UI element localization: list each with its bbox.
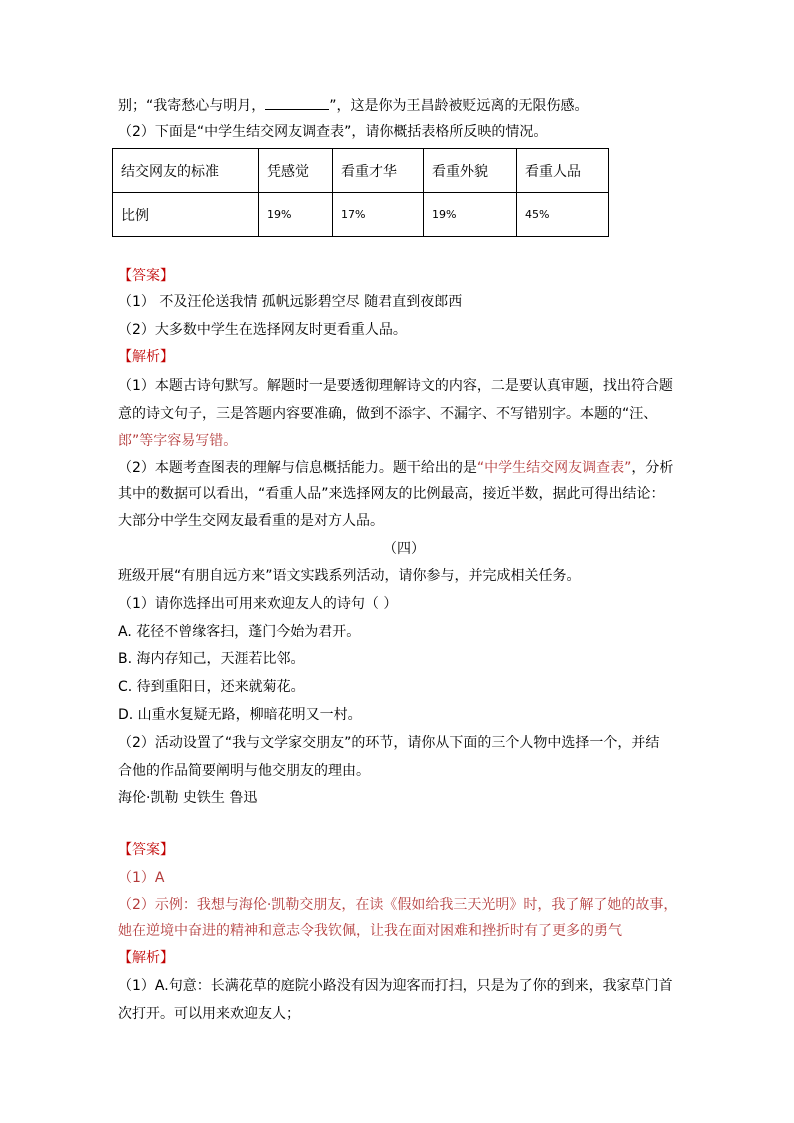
answer-line: 她在逆境中奋进的精神和意志令我钦佩，让我在面对困难和挫折时有了更多的勇气 — [118, 923, 622, 939]
answer-label: 【答案】 — [118, 842, 174, 858]
analysis-line: 其中的数据可以看出，“看重人品”来选择网友的比例最高，接近半数，据此可得出结论： — [118, 486, 665, 502]
analysis-line — [118, 458, 673, 478]
line1-text-before: 别；“我寄愁心与明月， — [118, 98, 266, 114]
question-line-1 — [118, 95, 589, 116]
analysis-line: 次打开。可以用来欢迎友人； — [118, 1006, 300, 1022]
analysis-text: ，分析 — [631, 460, 674, 476]
section-intro: 班级开展“有朋自远方来”语文实践系列活动，请你参与，并完成相关任务。 — [118, 568, 581, 584]
answer-line: （2）示例：我想与海伦·凯勒交朋友，在读《假如给我三天光明》时，我了解了她的故事， — [118, 897, 678, 913]
option-b: B. 海内存知己，天涯若比邻。 — [118, 651, 305, 667]
survey-table — [112, 148, 609, 237]
table-cell: 结交网友的标准 — [113, 149, 259, 193]
question-line: （2）活动设置了“我与文学家交朋友”的环节，请你从下面的三个人物中选择一个，并结 — [118, 735, 660, 751]
answer-line: （2）大多数中学生在选择网友时更看重人品。 — [118, 322, 407, 338]
analysis-line: （1）A.句意：长满花草的庭院小路没有因为迎客而打扫，只是为了你的到来，我家草门首 — [118, 978, 673, 994]
table-row — [113, 193, 609, 237]
answer-line: （1） 不及汪伦送我情 孤帆远影碧空尽 随君直到夜郎西 — [118, 294, 463, 310]
option-a: A. 花径不曾缘客扫，蓬门今始为君开。 — [118, 624, 361, 640]
question-line: 合他的作品简要阐明与他交朋友的理由。 — [118, 763, 370, 779]
question-line-2: （2）下面是“中学生结交网友调查表”，请你概括表格所反映的情况。 — [118, 124, 548, 140]
analysis-line: 意的诗文句子，三是答题内容要准确，做到不添字、不漏字、不写错别字。本题的“汪、 — [118, 406, 658, 422]
analysis-label: 【解析】 — [118, 349, 174, 365]
analysis-line: （1）本题古诗句默写。解题时一是要透彻理解诗文的内容，二是要认真审题，找出符合题 — [118, 378, 673, 394]
table-cell: 凭感觉 — [259, 149, 333, 193]
table-cell: 19% — [424, 193, 517, 237]
table-cell: 看重外貌 — [424, 149, 517, 193]
table-cell: 17% — [333, 193, 424, 237]
person-names: 海伦·凯勒 史铁生 鲁迅 — [118, 790, 258, 806]
answer-label: 【答案】 — [118, 268, 174, 284]
section-heading: （四） — [383, 541, 425, 557]
line1-text-after: ”，这是你为王昌龄被贬远离的无限伤感。 — [329, 98, 589, 114]
table-cell: 看重人品 — [517, 149, 609, 193]
analysis-text: （2）本题考查图表的理解与信息概括能力。题干给出的是 — [118, 460, 477, 476]
question-line: （1）请你选择出可用来欢迎友人的诗句（ ） — [118, 596, 398, 612]
analysis-highlight: “中学生结交网友调查表” — [476, 460, 632, 476]
option-c: C. 待到重阳日，还来就菊花。 — [118, 679, 305, 695]
table-cell: 看重才华 — [333, 149, 424, 193]
analysis-line: 大部分中学生交网友最看重的是对方人品。 — [118, 513, 384, 529]
analysis-line: 郎”等字容易写错。 — [118, 433, 238, 449]
table-cell: 45% — [517, 193, 609, 237]
answer-line: （1）A — [118, 870, 165, 886]
table-header-row — [113, 149, 609, 193]
fill-in-blank — [265, 95, 329, 110]
analysis-label: 【解析】 — [118, 950, 174, 966]
table-cell: 比例 — [113, 193, 259, 237]
table-cell: 19% — [259, 193, 333, 237]
option-d: D. 山重水复疑无路，柳暗花明又一村。 — [118, 707, 362, 723]
